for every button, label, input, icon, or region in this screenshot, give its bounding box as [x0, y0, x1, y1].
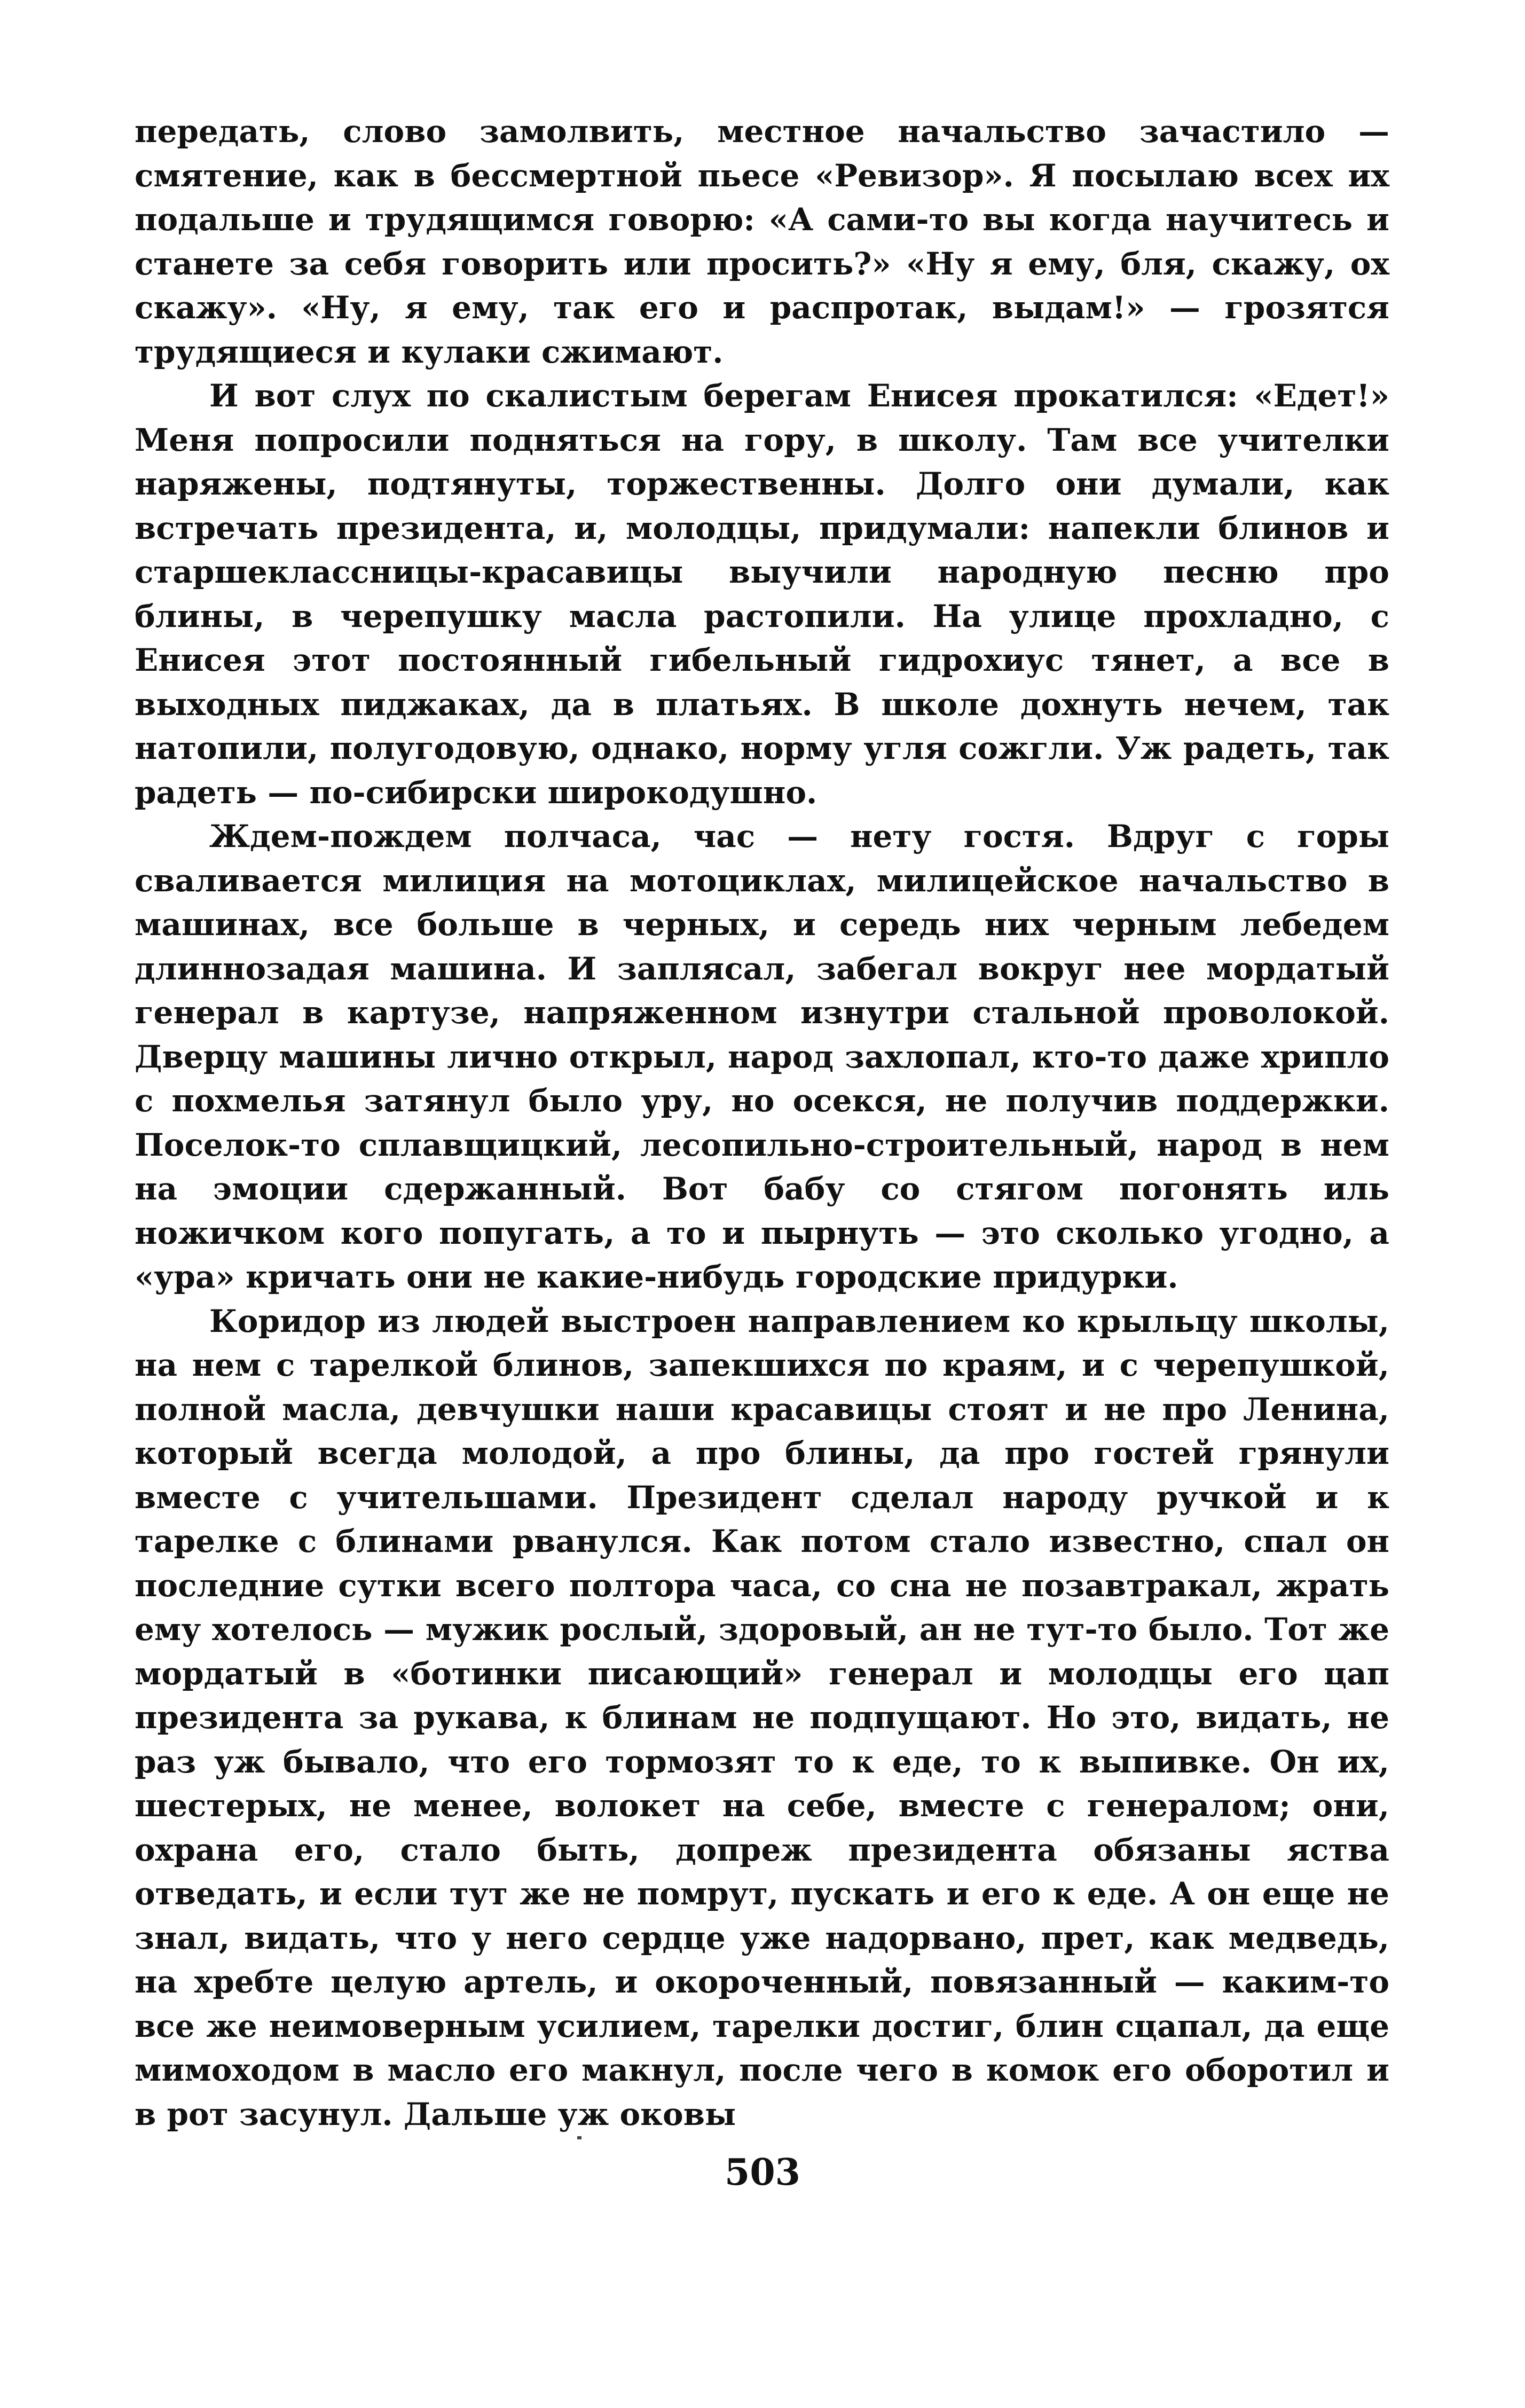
scan-speck: [577, 2136, 581, 2139]
paragraph-1: передать, слово замолвить, местное начальство зачастило — смятение, как в бессмертной пьесе «Ревизор». Я посылаю всех их подальше и трудящимся говорю: «А сами-то вы когда научитесь и станете за себя говорить или просить?» «Ну я ему, бля, скажу, ох скажу». «Ну, я ему, так его и распротак, выдам!» — грозятся трудящиеся и кулаки сжимают.: [135, 113, 1389, 370]
page-number: 503: [725, 2151, 800, 2194]
paragraph-2: И вот слух по скалистым берегам Енисея прокатился: «Едет!» Меня попросили подняться на гору, в школу. Там все учителки наряжены, подтянуты, торжественны. Долго они думали, как встречать президента, и, молодцы, придумали: напекли блинов и старшеклассницы-красавицы выучили народную песню про блины, в черепушку масла растопили. На улице прохладно, с Енисея этот постоянный гибельный гидрохиус тянет, а все в выходных пиджаках, да в платьях. В школе дохнуть нечем, так натопили, полугодовую, однако, норму угля сожгли. Уж радеть, так радеть — по-сибирски широкодушно.: [135, 378, 1389, 811]
body-text: [135, 109, 1389, 2136]
paragraph-3: Ждем-пождем полчаса, час — нету гостя. Вдруг с горы сваливается милиция на мотоциклах, милицейское начальство в машинах, все больше в черных, и середь них черным лебедем длиннозадая машина. И заплясал, забегал вокруг нее мордатый генерал в картузе, напряженном изнутри стальной проволокой. Дверцу машины лично открыл, народ захлопал, кто-то даже хрипло с похмелья затянул было уру, но осекся, не получив поддержки. Поселок-то сплавщицкий, лесопильно-строительный, народ в нем на эмоции сдержанный. Вот бабу со стягом погонять иль ножичком кого попугать, а то и пырнуть — это сколько угодно, а «ура» кричать они не какие-нибудь городские придурки.: [135, 818, 1389, 1295]
paragraph-4: Коридор из людей выстроен направлением ко крыльцу школы, на нем с тарелкой блинов, запекшихся по краям, и с черепушкой, полной масла, девчушки наши красавицы стоят и не про Ленина, который всегда молодой, а про блины, да про гостей грянули вместе с учительшами. Президент сделал народу ручкой и к тарелке с блинами рванулся. Как потом стало известно, спал он последние сутки всего полтора часа, со сна не позавтракал, жрать ему хотелось — мужик рослый, здоровый, ан не тут-то было. Тот же мордатый в «ботинки писающий» генерал и молодцы его цап президента за рукава, к блинам не подпущают. Но это, видать, не раз уж бывало, что его тормозят то к еде, то к выпивке. Он их, шестерых, не менее, волокет на себе, вместе с генералом; они, охрана его, стало быть, допреж президента обязаны яства отведать, и если тут же не помрут, пускать и его к еде. А он еще не знал, видать, что у него сердце уже надорвано, прет, как медведь, на хребте целую артель, и окороченный, повязанный — каким-то все же неимоверным усилием, тарелки достиг, блин сцапал, да еще мимоходом в масло его макнул, после чего в комок его оборотил и в рот засунул. Дальше уж оковы: [135, 1303, 1389, 2132]
